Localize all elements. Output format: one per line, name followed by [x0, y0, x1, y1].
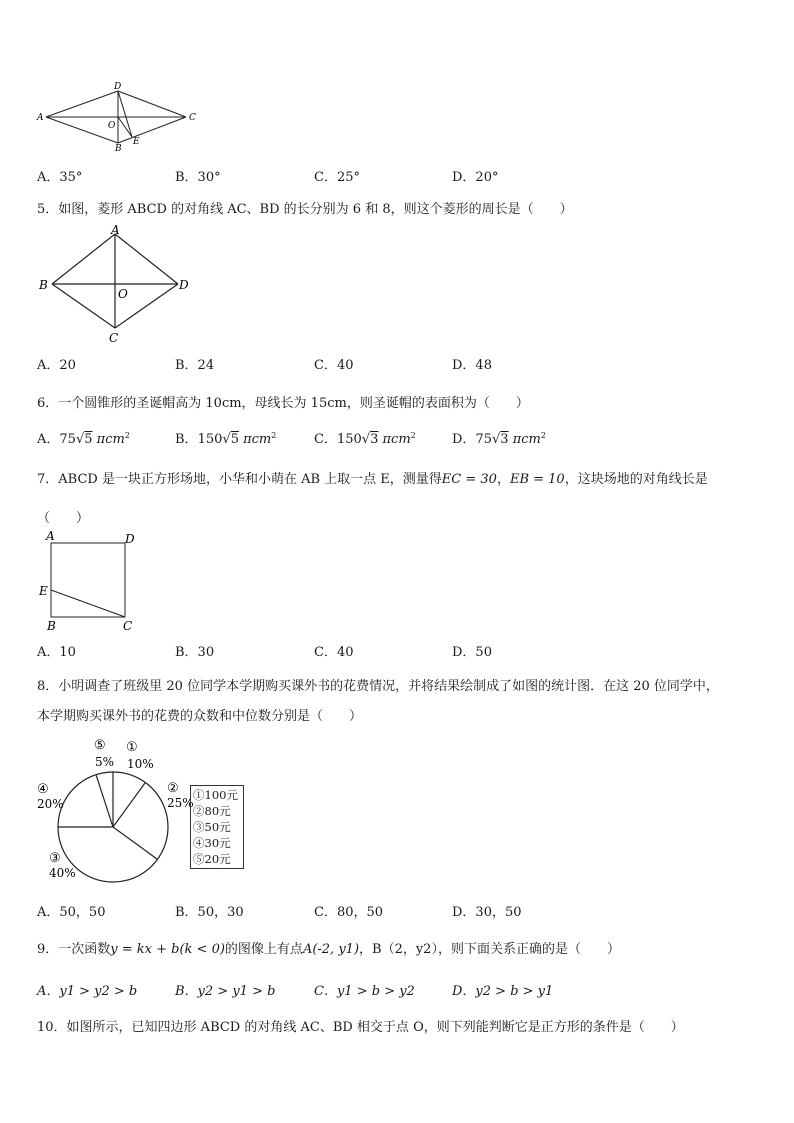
legend-item-5: ⑤20元 [193, 852, 231, 866]
pie-label-5-circle: ⑤ [94, 738, 106, 753]
legend-item-4: ④30元 [193, 836, 231, 850]
q5-option-b[interactable]: B．24 [175, 358, 215, 373]
q5-label-c: C [109, 331, 119, 345]
q7-label-b: B [47, 619, 56, 633]
pie-label-2-circle: ② [167, 781, 179, 796]
pie-label-2-percent: 25% [167, 796, 194, 810]
q5-option-d[interactable]: D．48 [452, 358, 492, 373]
q5-option-a[interactable]: A．20 [37, 358, 76, 373]
q7-option-c[interactable]: C．40 [314, 645, 354, 660]
q5-label-a: A [111, 223, 120, 237]
q9-point-a: A(-2, y1) [302, 942, 360, 957]
pie-label-1-percent: 10% [127, 757, 154, 771]
pie-label-3-percent: 40% [49, 866, 76, 880]
legend-item-2: ②80元 [193, 804, 231, 818]
q7-label-a: A [46, 529, 55, 543]
q4-option-d[interactable]: D．20° [452, 170, 499, 185]
pie-label-3-circle: ③ [49, 851, 61, 866]
q4-option-c[interactable]: C．25° [314, 170, 360, 185]
q7-paren: （ ） [37, 511, 90, 526]
q9-option-d[interactable]: D．y2 > b > y1 [452, 984, 554, 999]
q8-option-c[interactable]: C．80，50 [314, 905, 384, 920]
q9-option-b[interactable]: B．y2 > y1 > b [175, 984, 276, 999]
q7-option-a[interactable]: A．10 [37, 645, 76, 660]
q7-eq-ec: EC = 30 [441, 472, 497, 487]
q4-option-a[interactable]: A．35° [37, 170, 83, 185]
q8-pie-legend [190, 785, 244, 869]
q9-function: y = kx + b(k < 0) [110, 942, 225, 957]
q7-option-d[interactable]: D．50 [452, 645, 492, 660]
q8-text-line2: 本学期购买课外书的花费的众数和中位数分别是（ ） [37, 709, 363, 724]
legend-item-1: ①100元 [193, 788, 238, 802]
q6-option-b[interactable]: B．150√5 πcm$^2$ [175, 431, 277, 447]
q8-option-d[interactable]: D．30，50 [452, 905, 522, 920]
q4-label-a: A [37, 113, 44, 123]
q4-label-e: E [133, 137, 140, 147]
q9-option-c[interactable]: C．y1 > b > y2 [314, 984, 415, 999]
q5-label-b: B [39, 278, 48, 292]
q4-label-o: O [108, 121, 116, 131]
q5-rhombus-figure [36, 222, 196, 346]
q9-text: 9．一次函数y = kx + b(k < 0)的图像上有点A(-2, y1)，B（2，y2），则下面关系正确的是（ ） [37, 942, 620, 957]
q5-label-d: D [179, 278, 189, 292]
q4-rhombus-figure [36, 80, 206, 152]
q10-text: 10．如图所示，已知四边形 ABCD 的对角线 AC、BD 相交于点 O，则下列能判断它是正方形的条件是（ ） [37, 1020, 684, 1035]
pie-label-4-circle: ④ [37, 782, 49, 797]
q7-label-e: E [39, 584, 48, 598]
q4-label-b: B [115, 144, 122, 154]
q5-label-o: O [118, 287, 128, 301]
q7-eq-eb: EB = 10 [509, 472, 565, 487]
q4-label-d: D [114, 82, 122, 92]
q5-option-c[interactable]: C．40 [314, 358, 354, 373]
pie-label-1-circle: ① [126, 740, 138, 755]
q6-option-c[interactable]: C．150√3 πcm$^2$ [314, 431, 416, 447]
legend-item-3: ③50元 [193, 820, 231, 834]
q7-text: 7．ABCD 是一块正方形场地，小华和小萌在 AB 上取一点 E，测量得EC = 30，EB = 10，这块场地的对角线长是 [37, 472, 708, 487]
q6-option-d[interactable]: D．75√3 πcm$^2$ [452, 431, 546, 447]
q8-text-line1: 8．小明调查了班级里 20 位同学本学期购买课外书的花费情况，并将结果绘制成了如图的统计图．在这 20 位同学中， [37, 679, 719, 694]
q8-option-b[interactable]: B．50，30 [175, 905, 244, 920]
q7-label-d: D [125, 532, 135, 546]
q8-pie-chart [30, 735, 194, 885]
q6-text: 6．一个圆锥形的圣诞帽高为 10cm，母线长为 15cm，则圣诞帽的表面积为（ ） [37, 396, 529, 411]
q5-text: 5．如图，菱形 ABCD 的对角线 AC、BD 的长分别为 6 和 8，则这个菱形的周长是（ ） [37, 202, 573, 217]
pie-label-5-percent: 5% [95, 755, 115, 769]
q7-option-b[interactable]: B．30 [175, 645, 215, 660]
q4-label-c: C [189, 113, 196, 123]
pie-label-4-percent: 20% [37, 797, 64, 811]
q8-option-a[interactable]: A．50，50 [37, 905, 106, 920]
q4-option-b[interactable]: B．30° [175, 170, 221, 185]
q9-option-a[interactable]: A．y1 > y2 > b [37, 984, 138, 999]
q6-option-a[interactable]: A．75√5 πcm$^2$ [37, 431, 130, 447]
q7-label-c: C [123, 619, 133, 633]
